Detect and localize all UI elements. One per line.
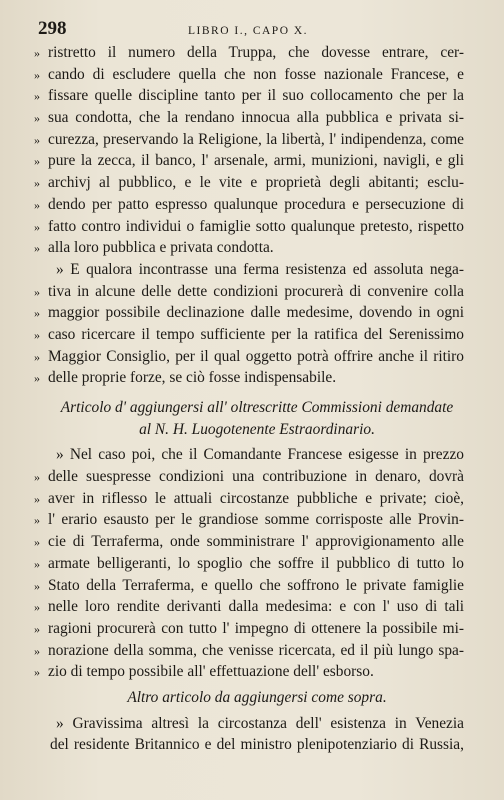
quote-mark: » xyxy=(34,643,40,658)
text-line xyxy=(50,444,464,466)
line-text: al N. H. Luogotenente Estraordinario. xyxy=(139,420,375,438)
text-line xyxy=(34,237,464,259)
text-line xyxy=(34,324,464,346)
line-text: Altro articolo da aggiungersi come sopra. xyxy=(127,688,387,706)
line-text: cando di escludere quella che non fosse nazionale Francese, e xyxy=(48,65,464,83)
text-line xyxy=(50,713,464,735)
line-text: norazione della somma, che venisse ricercata, ed il più lungo spa- xyxy=(48,641,464,659)
quote-mark: » xyxy=(34,621,40,636)
text-line xyxy=(34,216,464,238)
text-line xyxy=(34,367,464,389)
quote-mark: » xyxy=(34,132,40,147)
line-text: fatto contro individui o famiglie sotto qualunque pretesto, rispetto xyxy=(48,217,464,235)
text-line xyxy=(34,194,464,216)
quote-mark: » xyxy=(34,371,40,386)
line-text: dendo per patto espresso qualunque procedura e persecuzione di xyxy=(48,195,464,213)
line-text: delle suespresse condizioni una contribuzione in denaro, dovrà xyxy=(48,468,464,486)
quote-mark: » xyxy=(34,665,40,680)
line-text: ristretto il numero della Truppa, che dovesse entrare, cer- xyxy=(48,44,464,61)
text-line xyxy=(34,488,464,510)
quote-mark: » xyxy=(34,556,40,571)
text-line xyxy=(34,640,464,662)
running-head: LIBRO I., CAPO X. xyxy=(188,25,309,37)
line-text: caso ricercare il tempo sufficiente per la ratifica del Serenissimo xyxy=(48,325,464,343)
text-line xyxy=(34,107,464,129)
text-line xyxy=(34,618,464,640)
page-header xyxy=(38,18,464,40)
paragraph-gap xyxy=(50,389,464,397)
quote-mark: » xyxy=(34,197,40,212)
quote-mark: » xyxy=(34,89,40,104)
section-heading-line xyxy=(50,397,464,419)
line-text: l' erario esausto per le grandiose somme corrisposte alle Provin- xyxy=(48,511,464,529)
text-line xyxy=(34,596,464,618)
line-text: » Gravissima altresì la circostanza dell' esistenza in Venezia xyxy=(56,714,464,732)
text-line xyxy=(34,575,464,597)
line-text: Stato della Terraferma, e quello che soffrono le private famiglie xyxy=(48,576,464,594)
quote-mark: » xyxy=(34,491,40,506)
text-line xyxy=(34,531,464,553)
text-line xyxy=(34,466,464,488)
quote-mark: » xyxy=(34,284,40,299)
line-text: nelle loro rendite derivanti dalla medesima: e con l' uso di tali xyxy=(48,598,464,616)
text-line xyxy=(34,150,464,172)
quote-mark: » xyxy=(34,176,40,191)
quote-mark: » xyxy=(34,219,40,234)
line-text: del residente Britannico e del ministro plenipotenziario di Russia, xyxy=(50,736,464,754)
quote-mark: » xyxy=(34,327,40,342)
line-text: armate belligeranti, lo spoglio che soffre il pubblico di tutto lo xyxy=(48,554,464,572)
text-line xyxy=(34,281,464,303)
quote-mark: » xyxy=(34,349,40,364)
quote-mark: » xyxy=(34,535,40,550)
quote-mark: » xyxy=(34,46,40,60)
line-text: Articolo d' aggiungersi all' oltrescritte Commissioni demandate xyxy=(60,399,454,416)
line-text: archivj al pubblico, e le vite e proprietà degli abitanti; esclu- xyxy=(48,174,464,192)
line-text: alla loro pubblica e privata condotta. xyxy=(48,239,274,257)
text-line xyxy=(34,172,464,194)
text-line xyxy=(34,346,464,368)
quote-mark: » xyxy=(34,470,40,485)
line-text: fissare quelle discipline tanto per il suo collocamento che per la xyxy=(48,87,464,105)
line-text: delle proprie forze, se ciò fosse indispensabile. xyxy=(48,369,337,387)
line-text: » E qualora incontrasse una ferma resistenza ed assoluta nega- xyxy=(56,260,464,278)
text-line xyxy=(50,259,464,281)
quote-mark: » xyxy=(34,513,40,528)
body-text xyxy=(34,42,464,756)
text-line xyxy=(34,85,464,107)
line-text: ragioni procurerà con tutto l' impegno di ottenere la possibile mi- xyxy=(48,619,464,637)
text-line xyxy=(50,734,464,756)
quote-mark: » xyxy=(34,578,40,593)
line-text: aver in riflesso le attuali circostanze pubbliche e private; cioè, xyxy=(48,489,464,507)
text-line xyxy=(34,553,464,575)
text-line xyxy=(34,509,464,531)
line-text: sua condotta, che la rendano innocua alla pubblica e privata si- xyxy=(48,109,464,127)
text-line xyxy=(34,661,464,683)
line-text: Maggior Consiglio, per il qual oggetto potrà offrire anche il ritiro xyxy=(48,347,464,365)
line-text: tiva in alcune delle dette condizioni procurerà di convenire colla xyxy=(48,282,464,300)
quote-mark: » xyxy=(34,306,40,321)
text-line xyxy=(34,302,464,324)
section-heading-line xyxy=(50,687,464,709)
text-line xyxy=(34,129,464,151)
quote-mark: » xyxy=(34,241,40,256)
text-line xyxy=(34,64,464,86)
line-text: pure la zecca, il banco, l' arsenale, armi, munizioni, navigli, e gli xyxy=(48,152,464,170)
section-heading-line xyxy=(50,419,464,441)
line-text: zio di tempo possibile all' effettuazione dell' esborso. xyxy=(48,663,374,681)
page-number: 298 xyxy=(38,18,67,39)
line-text: maggior possibile declinazione dalle medesime, dovendo in ogni xyxy=(48,304,464,322)
quote-mark: » xyxy=(34,111,40,126)
quote-mark: » xyxy=(34,600,40,615)
text-line xyxy=(34,42,464,64)
line-text: » Nel caso poi, che il Comandante Francese esigesse in prezzo xyxy=(56,446,464,464)
line-text: curezza, preservando la Religione, la libertà, l' indipendenza, come xyxy=(48,130,464,148)
line-text: cie di Terraferma, onde somministrare l' approvigionamento alle xyxy=(48,533,464,551)
quote-mark: » xyxy=(34,154,40,169)
quote-mark: » xyxy=(34,67,40,82)
